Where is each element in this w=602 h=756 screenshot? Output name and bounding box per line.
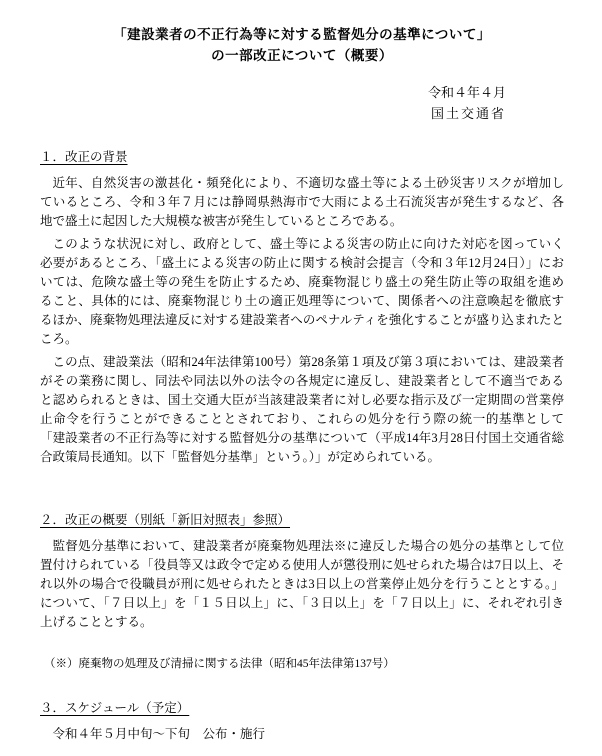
section-overview xyxy=(40,511,564,673)
schedule-line: 令和４年５月中旬～下旬 公布・施行 xyxy=(52,727,266,741)
document-organization: 国土交通省 xyxy=(430,106,506,121)
document-title xyxy=(40,24,564,66)
footnote: （※）廃棄物の処理及び清掃に関する法律（昭和45年法律第137号） xyxy=(44,658,395,670)
section-overview-heading: ２．改正の概要（別紙「新旧対照表」参照） xyxy=(40,513,291,527)
overview-paragraph-1: 監督処分基準において、建設業者が廃棄物処理法※に違反した場合の処分の基準として位置付けられている「役員等又は政令で定める使用人が懲役刑に処せられた場合は7日以上、それ以外の場合で役職員が刑に処せられたときは3日以上の営業停止処分を行うこととする。」について、「７日以上」を「１５日以上」に、「３日以上」を「７日以上」に、それぞれ引き上げることとする。 xyxy=(40,539,564,629)
background-paragraph-3: この点、建設業法（昭和24年法律第100号）第28条第１項及び第３項においては、建設業者がその業務に関し、同法や同法以外の法令の各規定に違反し、建設業者として不適当であると認められるときは、国土交通大臣が当該建設業者に対し必要な指示及び一定期間の営業停止命令を行うことができることとされており、これらの処分を行う際の統一的基準として「建設業者の不正行為等に対する監督処分の基準について（平成14年3月28日付国土交通省総合政策局長通知。以下「監督処分基準」という。）」が定められている。 xyxy=(40,355,564,464)
background-paragraph-2: このような状況に対し、政府として、盛土等による災害の防止に向けた対応を図っていく必要があるところ、「盛土による災害の防止に関する検討会提言（令和３年12月24日）」においては、危険な盛土等の発生を防止するため、廃棄物混じり盛土の発生防止等の取組を進めること、具体的には、廃棄物混じり土の適正処理等について、関係者への注意喚起を徹底するほか、廃棄物処理法違反に対する建設業者へのペナルティを強化することが盛り込まれたところ。 xyxy=(40,237,564,346)
section-background xyxy=(40,148,564,467)
section-schedule-heading: ３．スケジュール（予定） xyxy=(40,701,190,715)
document-header xyxy=(40,24,564,124)
document-date: 令和４年４月 xyxy=(427,85,506,100)
section-background-heading: １．改正の背景 xyxy=(40,150,128,164)
document-meta xyxy=(40,82,564,124)
title-line-2: の一部改正について（概要） xyxy=(211,48,393,63)
background-paragraph-1: 近年、自然災害の激甚化・頻発化により、不適切な盛土等による土砂災害リスクが増加しているところ、令和３年７月には静岡県熱海市で大雨による土石流災害が発生するなど、各地で盛土に起因した大規模な被害が発生しているところである。 xyxy=(40,176,564,228)
section-schedule xyxy=(40,699,564,744)
title-line-1: 「建設業者の不正行為等に対する監督処分の基準について」 xyxy=(113,27,491,42)
